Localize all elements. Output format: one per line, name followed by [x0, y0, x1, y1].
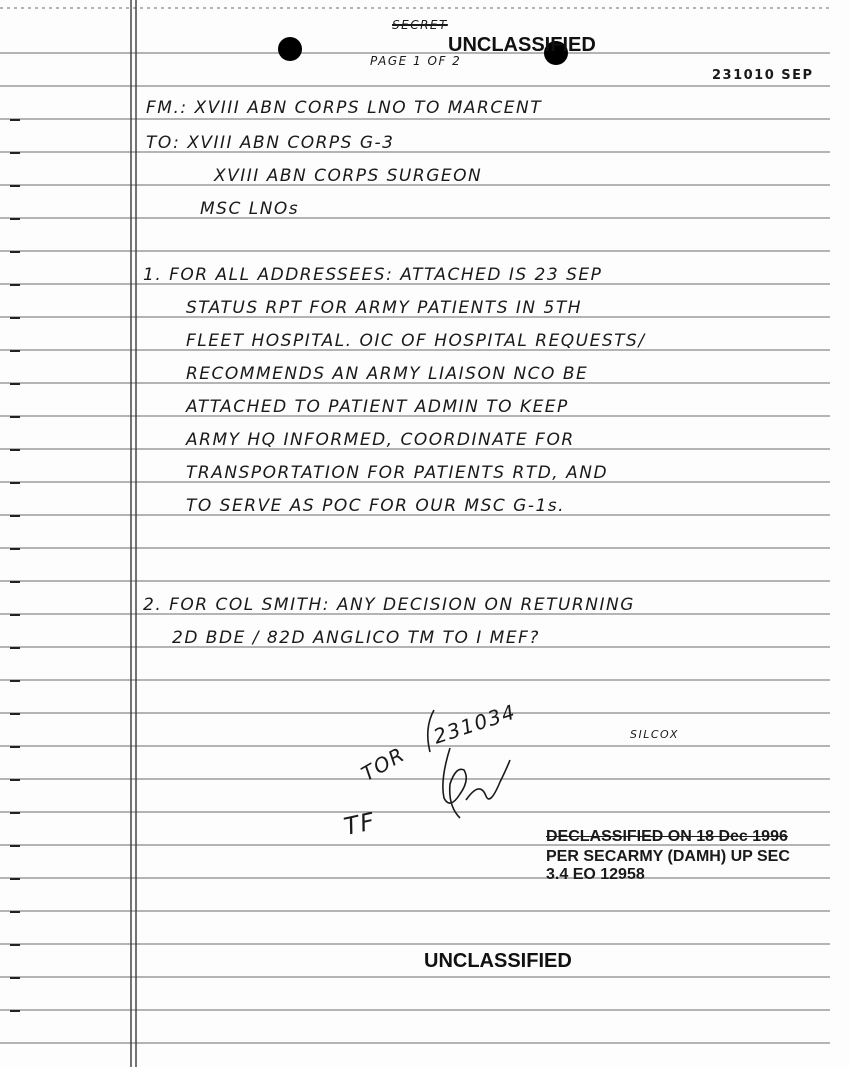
tor-time: 231034 — [430, 699, 519, 749]
para1-line-8: TO SERVE AS POC FOR OUR MSC G-1s. — [186, 496, 566, 516]
to-line-3: MSC LNOs — [200, 199, 300, 219]
para1-line-7: TRANSPORTATION FOR PATIENTS RTD, AND — [186, 463, 609, 483]
handwritten-signature — [420, 740, 520, 830]
para1-line-4: RECOMMENDS AN ARMY LIAISON NCO BE — [186, 364, 589, 384]
declass-line-3: 3.4 EO 12958 — [546, 866, 645, 883]
from-line: FM.: XVIII ABN CORPS LNO TO MARCENT — [146, 98, 543, 118]
para1-line-5: ATTACHED TO PATIENT ADMIN TO KEEP — [186, 397, 569, 417]
page-label: PAGE 1 OF 2 — [370, 54, 462, 68]
operator-initials: TF — [341, 807, 379, 841]
classification-top: UNCLASSIFIED — [448, 34, 596, 56]
struck-classification: SECRET — [392, 18, 448, 32]
para1-line-1: 1. FOR ALL ADDRESSEES: ATTACHED IS 23 SEP — [143, 265, 603, 285]
to-line-2: XVIII ABN CORPS SURGEON — [214, 166, 483, 186]
para1-line-6: ARMY HQ INFORMED, COORDINATE FOR — [186, 430, 575, 450]
para2-line-2: 2D BDE / 82D ANGLICO TM TO I MEF? — [172, 628, 540, 648]
to-line-1: TO: XVIII ABN CORPS G-3 — [146, 133, 395, 153]
para1-line-3: FLEET HOSPITAL. OIC OF HOSPITAL REQUESTS/ — [186, 331, 646, 351]
para2-line-1: 2. FOR COL SMITH: ANY DECISION ON RETURNING — [143, 595, 635, 615]
signer-name: SILCOX — [630, 728, 679, 741]
punch-hole-left — [278, 37, 302, 61]
declass-line-1: DECLASSIFIED ON 18 Dec 1996 — [546, 828, 788, 845]
tor-label: TOR — [357, 742, 410, 786]
declass-line-2: PER SECARMY (DAMH) UP SEC — [546, 848, 790, 865]
classification-bottom: UNCLASSIFIED — [424, 950, 572, 972]
para1-line-2: STATUS RPT FOR ARMY PATIENTS IN 5TH — [186, 298, 583, 318]
date-time-group: 231010 SEP — [712, 68, 814, 83]
